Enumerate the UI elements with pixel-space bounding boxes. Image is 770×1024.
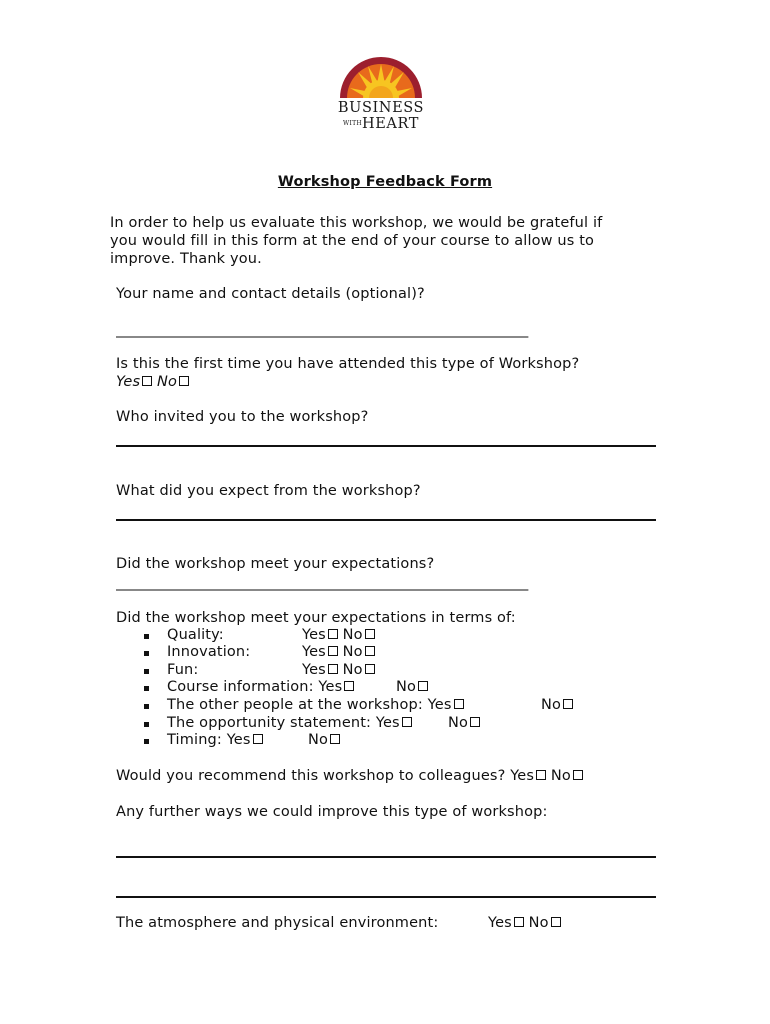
innovation-options bbox=[302, 644, 375, 660]
innovation-yes-checkbox[interactable] bbox=[328, 646, 338, 656]
atmosphere-options bbox=[488, 915, 561, 931]
logo-line-business: BUSINESS bbox=[337, 100, 425, 116]
innovation-yes-label: Yes bbox=[302, 644, 326, 660]
fun-yes-label: Yes bbox=[302, 662, 326, 678]
innovation-no-checkbox[interactable] bbox=[365, 646, 375, 656]
course-info-options bbox=[167, 679, 354, 695]
recommend-no-label: No bbox=[550, 768, 571, 784]
other-people-options bbox=[167, 697, 464, 713]
course-info-yes-checkbox[interactable] bbox=[344, 681, 354, 691]
atmosphere-no-checkbox[interactable] bbox=[551, 917, 561, 927]
opportunity-options bbox=[167, 715, 412, 731]
logo-word-with: WITH bbox=[342, 120, 362, 127]
fun-no-checkbox[interactable] bbox=[365, 664, 375, 674]
other-people-yes-checkbox[interactable] bbox=[454, 699, 464, 709]
met-expectations-answer-line[interactable]: _____________________________________________________________ bbox=[116, 575, 528, 591]
question-invited: Who invited you to the workshop? bbox=[116, 409, 369, 425]
question-recommend: Would you recommend this workshop to colleagues? bbox=[116, 768, 506, 784]
question-expectations-terms: Did the workshop meet your expectations in terms of: bbox=[116, 610, 516, 626]
recommend-yes-label: Yes bbox=[510, 768, 535, 784]
question-first-time: Is this the first time you have attended this type of Workshop? bbox=[116, 356, 580, 372]
bullet-icon bbox=[144, 704, 149, 709]
quality-no-checkbox[interactable] bbox=[365, 629, 375, 639]
bullet-icon bbox=[144, 651, 149, 656]
business-with-heart-logo bbox=[336, 54, 426, 134]
other-people-no-checkbox[interactable] bbox=[563, 699, 573, 709]
first-time-yes-checkbox[interactable] bbox=[142, 376, 152, 386]
improve-answer-line-2[interactable] bbox=[116, 896, 656, 898]
innovation-no-label: No bbox=[342, 644, 363, 660]
question-name-contact: Your name and contact details (optional)? bbox=[116, 286, 425, 302]
atmosphere-no-label: No bbox=[528, 915, 549, 931]
recommend-no-checkbox[interactable] bbox=[573, 770, 583, 780]
timing-no-label: No bbox=[308, 732, 329, 748]
recommend-question-row bbox=[116, 768, 583, 784]
quality-options bbox=[302, 627, 375, 643]
improve-answer-line-1[interactable] bbox=[116, 856, 656, 858]
first-time-options bbox=[116, 374, 189, 390]
opportunity-yes-checkbox[interactable] bbox=[402, 717, 412, 727]
intro-line-2: you would fill in this form at the end of your course to allow us to bbox=[110, 233, 595, 249]
bullet-icon bbox=[144, 722, 149, 727]
other-people-no-option bbox=[541, 697, 573, 713]
term-opportunity-statement: The opportunity statement: bbox=[167, 715, 372, 731]
opportunity-yes-label: Yes bbox=[375, 715, 400, 731]
invited-answer-line[interactable] bbox=[116, 445, 656, 447]
opportunity-no-label: No bbox=[448, 715, 469, 731]
term-timing: Timing: bbox=[167, 732, 222, 748]
atmosphere-yes-checkbox[interactable] bbox=[514, 917, 524, 927]
course-info-no-option bbox=[396, 679, 428, 695]
first-time-yes-label: Yes bbox=[116, 374, 141, 390]
form-title: Workshop Feedback Form bbox=[277, 174, 493, 190]
quality-yes-label: Yes bbox=[302, 627, 326, 643]
opportunity-no-option bbox=[448, 715, 480, 731]
bullet-icon bbox=[144, 739, 149, 744]
other-people-no-label: No bbox=[541, 697, 562, 713]
term-other-people: The other people at the workshop: bbox=[167, 697, 423, 713]
course-info-no-label: No bbox=[396, 679, 417, 695]
quality-no-label: No bbox=[342, 627, 363, 643]
intro-line-3: improve. Thank you. bbox=[110, 251, 262, 267]
sun-logo-icon bbox=[336, 54, 426, 100]
timing-yes-checkbox[interactable] bbox=[253, 734, 263, 744]
course-info-yes-label: Yes bbox=[318, 679, 343, 695]
intro-line-1: In order to help us evaluate this workshop, we would be grateful if bbox=[110, 215, 603, 231]
recommend-yes-checkbox[interactable] bbox=[536, 770, 546, 780]
fun-yes-checkbox[interactable] bbox=[328, 664, 338, 674]
question-expect: What did you expect from the workshop? bbox=[116, 483, 421, 499]
bullet-icon bbox=[144, 634, 149, 639]
timing-no-option bbox=[308, 732, 340, 748]
fun-no-label: No bbox=[342, 662, 363, 678]
opportunity-no-checkbox[interactable] bbox=[470, 717, 480, 727]
term-innovation: Innovation: bbox=[167, 644, 251, 660]
quality-yes-checkbox[interactable] bbox=[328, 629, 338, 639]
name-contact-answer-line[interactable]: _____________________________________________________________ bbox=[116, 322, 528, 338]
question-met-expectations: Did the workshop meet your expectations? bbox=[116, 556, 435, 572]
first-time-no-checkbox[interactable] bbox=[179, 376, 189, 386]
logo-line-with-heart bbox=[336, 116, 426, 132]
term-fun: Fun: bbox=[167, 662, 199, 678]
term-quality: Quality: bbox=[167, 627, 224, 643]
other-people-yes-label: Yes bbox=[427, 697, 452, 713]
timing-yes-label: Yes bbox=[226, 732, 251, 748]
question-improve: Any further ways we could improve this type of workshop: bbox=[116, 804, 548, 820]
first-time-no-label: No bbox=[156, 374, 177, 390]
course-info-no-checkbox[interactable] bbox=[418, 681, 428, 691]
timing-options bbox=[167, 732, 263, 748]
question-atmosphere: The atmosphere and physical environment: bbox=[116, 915, 439, 931]
logo-word-heart: HEART bbox=[361, 116, 420, 132]
term-course-information: Course information: bbox=[167, 679, 314, 695]
expect-answer-line[interactable] bbox=[116, 519, 656, 521]
bullet-icon bbox=[144, 686, 149, 691]
fun-options bbox=[302, 662, 375, 678]
bullet-icon bbox=[144, 669, 149, 674]
timing-no-checkbox[interactable] bbox=[330, 734, 340, 744]
atmosphere-yes-label: Yes bbox=[488, 915, 512, 931]
